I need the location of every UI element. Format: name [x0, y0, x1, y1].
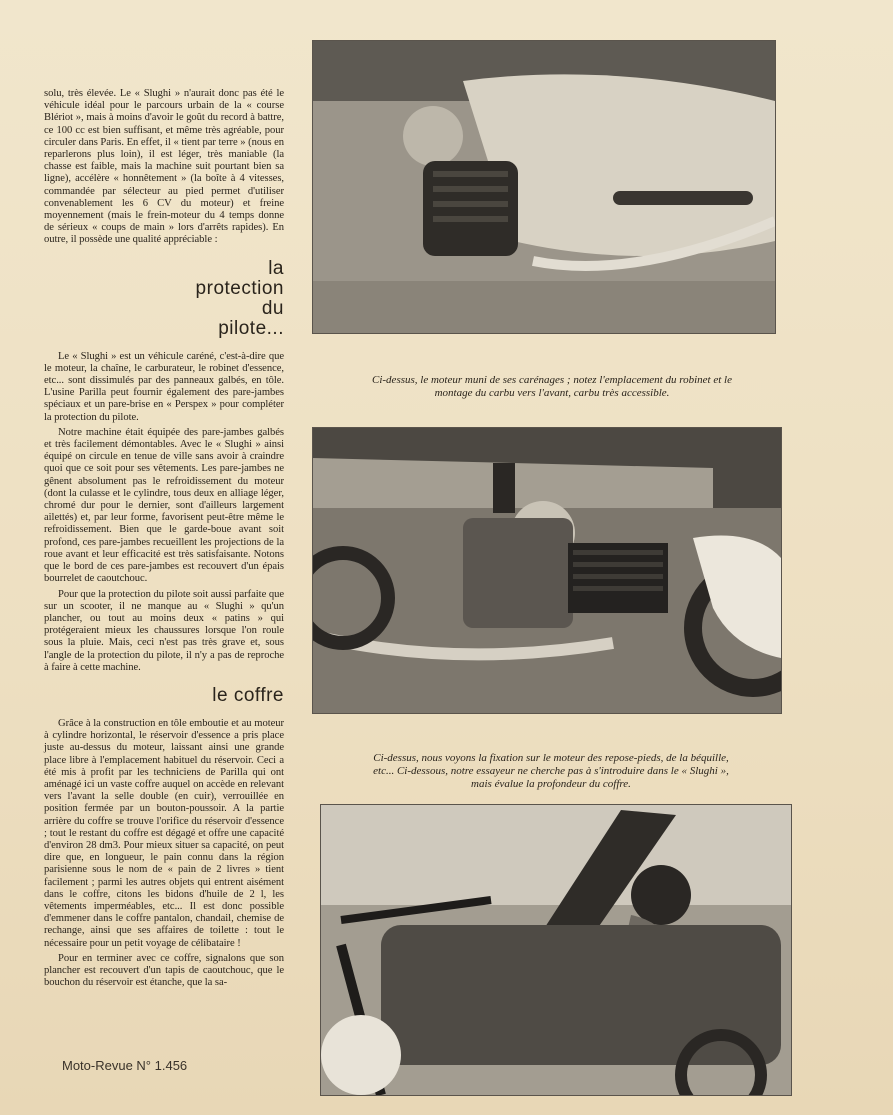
engine-fairing-illustration [313, 41, 775, 333]
trunk-illustration [321, 805, 791, 1095]
section1-paragraph: Le « Slughi » est un véhicule caréné, c'est-à-dire que le moteur, la chaîne, le carburateur, le robinet d'essence, etc... sont dissimulés par des panneaux galbés, en tôle. L'usine Parilla peut fournir également des pare-jambes spéciaux et un pare-brise en « Perspex » pour compléter la protection du pilote. [44, 350, 284, 423]
heading-line: le coffre [212, 684, 284, 706]
section2-paragraph: Pour en terminer avec ce coffre, signalons que son plancher est recouvert d'un tapis de caoutchouc, que le bouchon du réservoir est étanche, que la sa- [44, 952, 284, 989]
section1-paragraph: Notre machine était équipée des pare-jambes galbés et très facilement démontables. Avec le « Slughi » ainsi équipé on circule en tenue de ville sans avoir à craindre quoi que ce soit pour ses vêtements. Les pare-jambes ne gênent absolument pas le refroidissement du moteur (dont la culasse et le cylindre, tous deux en alliage léger, chromé dur pour le dernier, sont d'ailleurs largement ailettés) et, par leur forme, favorisent peut-être même le refroidissement. Bien que le garde-boue avant soit profond, ces pare-jambes recueillent les projections de la roue avant et leur efficacité est très satisfaisante. Notons que le bord de ces pare-jambes est recouvert d'un épais bourrelet de caoutchouc. [44, 426, 284, 585]
heading-line: pilote... [218, 317, 284, 339]
section2-paragraph: Grâce à la construction en tôle emboutie et au moteur à cylindre horizontal, le réservoir d'essence a pris place juste au-dessus du moteur, laissant ainsi une grande place libre à l'emplacement habituel du réservoir. Ceci a été mis à profit par les techniciens de Parilla qui ont aménagé ici un vaste coffre auquel on accède en relevant vers l'avant la selle double (en cuir), verrouillée en position fermée par un bouton-poussoir. A la partie arrière du coffre se trouve l'orifice du réservoir d'essence ; tout le restant du coffre est dégagé et offre une capacité d'environ 28 dm3. Pour mieux situer sa capacité, on peut dire que, en longueur, le pain connu dans la région parisienne sous le nom de « pain de 2 livres » tient facilement ; parmi les autres objets qui entrent aisément dans le coffre, citons les bidons d'huile de 2 l, les vêtements imperméables, etc... Il est donc possible d'emmener dans le coffre pantalon, chandail, chemise de rechange, ainsi que ses affaires de toilette : tout le nécessaire pour un petit voyage de célibataire ! [44, 717, 284, 949]
intro-paragraph: solu, très élevée. Le « Slughi » n'aurait donc pas été le véhicule idéal pour le parcours urbain de la « course Blériot », mais à moins d'avoir le goût du record à battre, ce 100 cc est bien suffisant, et même très agréable, pour circuler dans Paris. En effet, il « tient par terre » (nous en reparlerons plus loin), il est léger, très maniable (la chasse est faible, mais la machine suit pourtant bien sa ligne), accélère « honnêtement » (la boîte à 4 vitesses, commandée par sélecteur au pied permet d'utiliser convenablement les 6 CV du moteur) et freine moyennement (mais le frein-moteur du 4 temps donne de sérieux « coups de main » lors d'arrêts rapides). En outre, il possède une qualité appréciable : [44, 88, 284, 246]
heading-line: du [261, 297, 284, 319]
caption-engine-detail: Ci-dessus, nous voyons la fixation sur le moteur des repose-pieds, de la béquille, etc... Ci-dessous, notre essayeur ne cherche pas à s'introduire dans le « Slughi », mais évalue la profondeur du coffre. [373, 752, 729, 790]
caption-engine-fairing: Ci-dessus, le moteur muni de ses carénages ; notez l'emplacement du robinet et le montage du carbu vers l'avant, carbu très accessible. [372, 374, 732, 399]
heading-protection-du-pilote [44, 259, 284, 339]
photo-engine-detail [312, 427, 782, 714]
engine-detail-illustration [313, 428, 781, 713]
footer-issue: Moto-Revue N° 1.456 [62, 1058, 188, 1073]
heading-line: protection [195, 277, 284, 299]
section1-paragraph: Pour que la protection du pilote soit aussi parfaite que sur un scooter, il ne manque au « Slughi » qu'un plancher, ou tout au moins deux « patins » qui protégeraient mieux les chaussures lorsque l'on roule sous la pluie. Mais, ceci n'est pas très grave et, sous l'angle de la protection du pilote, il n'y a pas de reproche à faire à cette machine. [44, 588, 284, 673]
heading-line: la [268, 257, 284, 279]
text-column [44, 88, 284, 992]
photo-engine-fairing [312, 40, 776, 334]
photo-trunk [320, 804, 792, 1096]
heading-le-coffre [44, 686, 284, 706]
